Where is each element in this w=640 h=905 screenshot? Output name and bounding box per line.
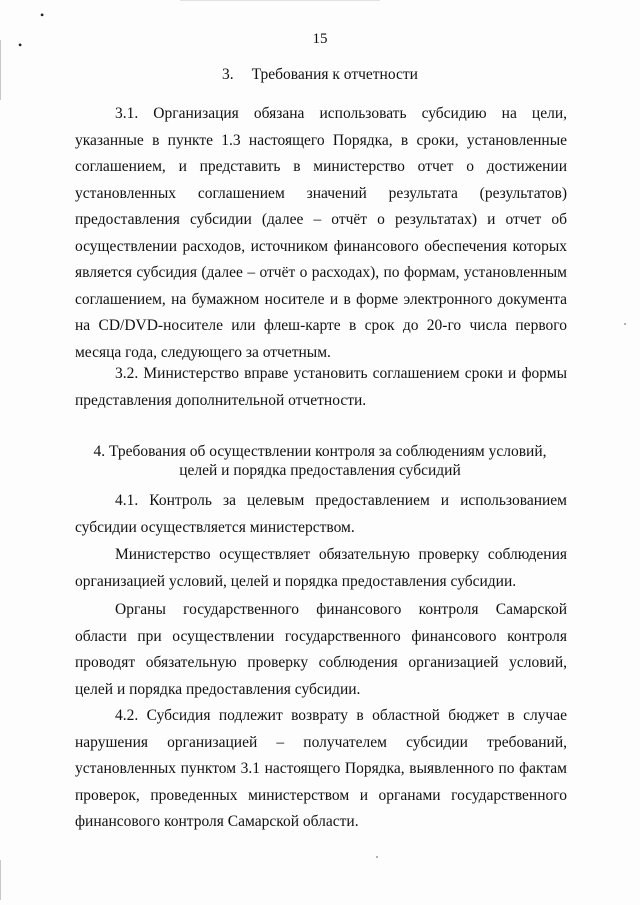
scan-speck [624,323,626,325]
section-3-title: Требования к отчетности [251,66,418,83]
section-4-title-line2: целей и порядка предоставления субсидий [179,462,461,479]
section-3-number: 3. [222,66,234,83]
section-4-title-line1: 4. Требования об осуществлении контроля за соблюдениям условий, [93,443,547,460]
scan-speck [376,856,378,858]
paragraph-4-1-3: Органы государственного финансового контроля Самарской области при осуществлении государственного финансового контроля проводят обязательную проверку соблюдения организацией условий, целей и порядка предоставления субсидии. [75,601,567,698]
section-4-heading [0,442,640,480]
margin-mark-middle: • [18,38,23,52]
margin-mark-top: • [40,8,45,22]
section-3-heading [0,65,640,84]
paragraph-3-1: 3.1. Организация обязана использовать субсидию на цели, указанные в пункте 1.3 настоящего Порядка, в сроки, установленные соглашением, и представить в министерство отчет о достижении установленных соглашением значений результата (результатов) предоставления субсидии (далее – отчёт о результатах) и отчет об осуществлении расходов, источником финансового обеспечения которых является субсидия (далее – отчёт о расходах), по формам, установленным соглашением, на бумажном носителе и в форме электронного документа на CD/DVD-носителе или флеш-карте в срок до 20-го числа первого месяца года, следующего за отчетным. [75,105,567,361]
paragraph-4-1-2: Министерство осуществляет обязательную проверку соблюдения организацией условий, целей и порядка предоставления субсидии. [75,546,567,590]
scan-edge-left-bottom [0,860,1,900]
paragraph-4-2: 4.2. Субсидия подлежит возврату в областной бюджет в случае нарушения организацией – получателем субсидии требований, установленных пунктом 3.1 настоящего Порядка, выявленного по фактам проверок, проведенных министерством и органами государственного финансового контроля Самарской области. [75,707,567,830]
page-number: 15 [312,31,328,47]
scan-edge-line [180,0,380,1]
paragraph-3-2: 3.2. Министерство вправе установить соглашением сроки и формы представления дополнительной отчетности. [75,365,567,409]
paragraph-4-1: 4.1. Контроль за целевым предоставлением и использованием субсидии осуществляется министерством. [75,492,567,536]
